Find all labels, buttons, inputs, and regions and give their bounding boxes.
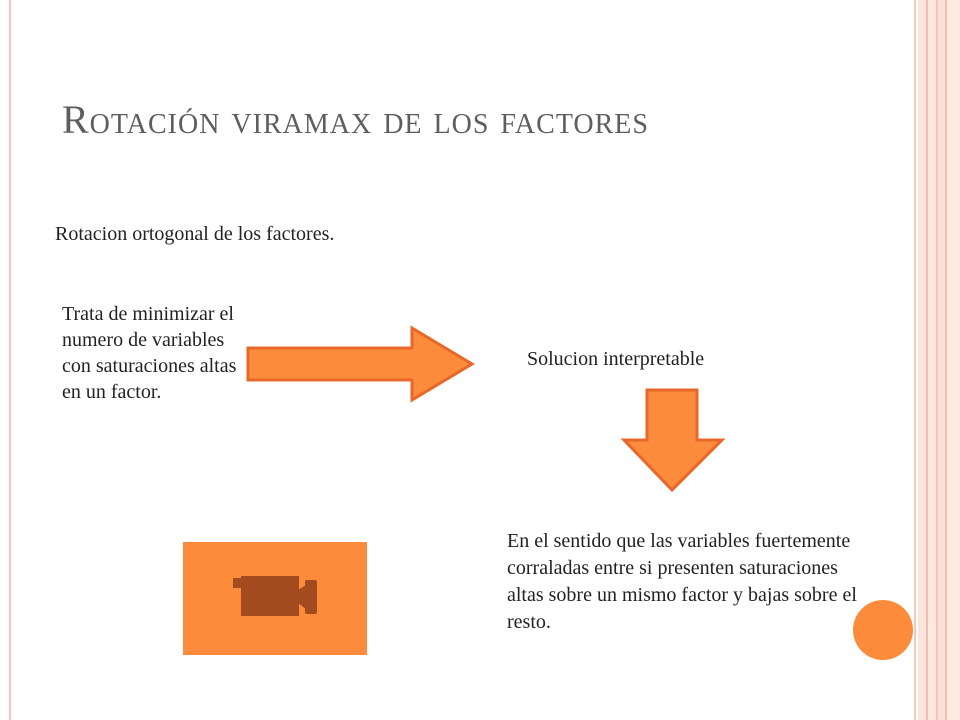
right-arrow-icon [246, 326, 474, 402]
decorative-circle [853, 600, 913, 660]
slide-title: Rotación viramax de los factores [62, 97, 649, 142]
down-arrow-icon [622, 388, 724, 492]
decorative-side-stripes [918, 0, 960, 720]
left-description-text: Trata de minimizar el numero de variables con saturaciones altas en un factor. [62, 303, 237, 403]
explanation-text: En el sentido que las variables fuertemente corraladas entre si presenten saturaciones altas sobre un mismo factor y bajas sobre el resto. [507, 530, 857, 633]
subtitle-text: Rotacion ortogonal de los factores. [55, 223, 335, 245]
video-camera-icon [232, 575, 320, 617]
solution-label: Solucion interpretable [527, 348, 705, 370]
video-placeholder[interactable] [183, 542, 367, 655]
